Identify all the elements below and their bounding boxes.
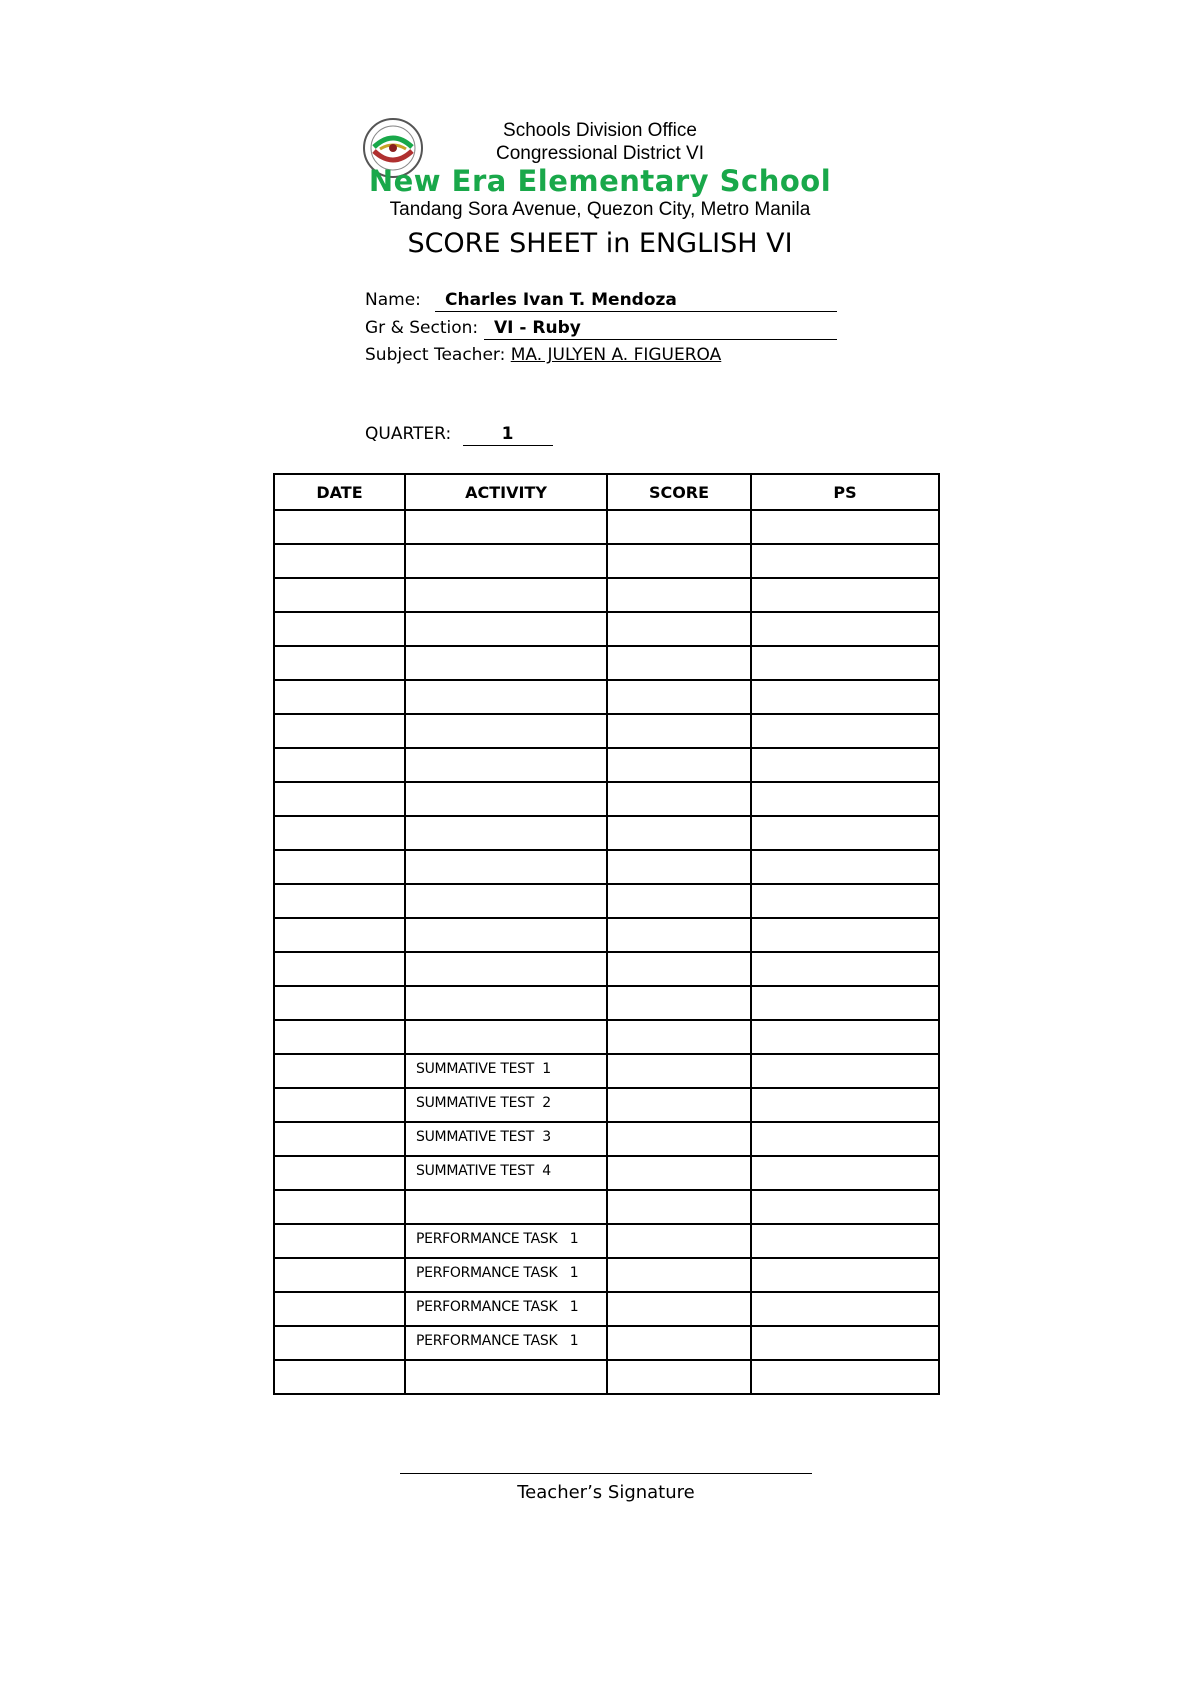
- activity-cell[interactable]: [405, 646, 607, 680]
- section-field[interactable]: VI - Ruby: [484, 318, 837, 340]
- score-cell[interactable]: [607, 952, 751, 986]
- table-row: [274, 986, 939, 1020]
- table-header-row: [274, 474, 939, 510]
- activity-cell[interactable]: [405, 510, 607, 544]
- teacher-value: MA. JULYEN A. FIGUEROA: [510, 345, 722, 365]
- ps-cell[interactable]: [751, 1054, 939, 1088]
- table-row: [274, 1292, 939, 1326]
- activity-cell[interactable]: [405, 816, 607, 850]
- school-address: Tandang Sora Avenue, Quezon City, Metro Manila: [389, 199, 811, 220]
- date-cell[interactable]: [274, 986, 405, 1020]
- column-header-date: DATE: [274, 474, 405, 510]
- activity-cell[interactable]: [405, 884, 607, 918]
- date-cell[interactable]: [274, 1020, 405, 1054]
- date-cell[interactable]: [274, 680, 405, 714]
- score-cell[interactable]: [607, 1258, 751, 1292]
- table-row: [274, 850, 939, 884]
- date-cell[interactable]: [274, 1360, 405, 1394]
- score-cell[interactable]: [607, 1122, 751, 1156]
- table-row: [274, 544, 939, 578]
- ps-cell[interactable]: [751, 612, 939, 646]
- activity-cell[interactable]: SUMMATIVE TEST 4: [405, 1156, 607, 1190]
- page-title: SCORE SHEET in ENGLISH VI: [407, 228, 793, 259]
- activity-cell[interactable]: [405, 578, 607, 612]
- table-row: [274, 1326, 939, 1360]
- score-cell[interactable]: [607, 918, 751, 952]
- activity-cell[interactable]: [405, 1360, 607, 1394]
- ps-cell[interactable]: [751, 816, 939, 850]
- score-cell[interactable]: [607, 748, 751, 782]
- ps-cell[interactable]: [751, 680, 939, 714]
- table-row: [274, 952, 939, 986]
- section-label: Gr & Section:: [365, 318, 479, 338]
- section-row: [365, 318, 581, 338]
- score-table: [273, 473, 940, 1395]
- ps-cell[interactable]: [751, 544, 939, 578]
- score-cell[interactable]: [607, 510, 751, 544]
- date-cell[interactable]: [274, 578, 405, 612]
- score-cell[interactable]: [607, 1360, 751, 1394]
- table-row: [274, 918, 939, 952]
- activity-cell[interactable]: [405, 952, 607, 986]
- score-cell[interactable]: [607, 816, 751, 850]
- table-row: [274, 884, 939, 918]
- ps-cell[interactable]: [751, 714, 939, 748]
- activity-cell[interactable]: [405, 986, 607, 1020]
- activity-cell[interactable]: PERFORMANCE TASK 1: [405, 1326, 607, 1360]
- table-row: [274, 782, 939, 816]
- table-row: [274, 612, 939, 646]
- activity-cell[interactable]: PERFORMANCE TASK 1: [405, 1292, 607, 1326]
- score-cell[interactable]: [607, 986, 751, 1020]
- table-row: [274, 1054, 939, 1088]
- activity-cell[interactable]: [405, 612, 607, 646]
- name-label: Name:: [365, 290, 421, 310]
- activity-cell[interactable]: SUMMATIVE TEST 1: [405, 1054, 607, 1088]
- score-cell[interactable]: [607, 578, 751, 612]
- table-row: [274, 646, 939, 680]
- activity-cell[interactable]: [405, 680, 607, 714]
- activity-cell[interactable]: [405, 1190, 607, 1224]
- date-cell[interactable]: [274, 1088, 405, 1122]
- name-field[interactable]: Charles Ivan T. Mendoza: [435, 290, 837, 312]
- ps-cell[interactable]: [751, 1326, 939, 1360]
- table-row: [274, 680, 939, 714]
- date-cell[interactable]: [274, 612, 405, 646]
- activity-cell[interactable]: [405, 714, 607, 748]
- ps-cell[interactable]: [751, 850, 939, 884]
- table-row: [274, 1088, 939, 1122]
- table-row: [274, 1020, 939, 1054]
- score-cell[interactable]: [607, 1020, 751, 1054]
- table-row: [274, 748, 939, 782]
- ps-cell[interactable]: [751, 748, 939, 782]
- table-row: [274, 816, 939, 850]
- activity-cell[interactable]: PERFORMANCE TASK 1: [405, 1258, 607, 1292]
- ps-cell[interactable]: [751, 1292, 939, 1326]
- score-cell[interactable]: [607, 1156, 751, 1190]
- school-name: New Era Elementary School: [368, 164, 832, 198]
- date-cell[interactable]: [274, 714, 405, 748]
- score-table-body: [274, 510, 939, 1394]
- date-cell[interactable]: [274, 952, 405, 986]
- date-cell[interactable]: [274, 1054, 405, 1088]
- activity-cell[interactable]: [405, 544, 607, 578]
- column-header-score: SCORE: [607, 474, 751, 510]
- ps-cell[interactable]: [751, 1258, 939, 1292]
- ps-cell[interactable]: [751, 1020, 939, 1054]
- teacher-row: [365, 345, 721, 365]
- column-header-ps: PS: [751, 474, 939, 510]
- division-office: Schools Division Office: [503, 120, 697, 141]
- score-cell[interactable]: [607, 544, 751, 578]
- ps-cell[interactable]: [751, 782, 939, 816]
- name-row: [365, 290, 677, 310]
- ps-cell[interactable]: [751, 918, 939, 952]
- ps-cell[interactable]: [751, 952, 939, 986]
- teacher-label: Subject Teacher:: [365, 345, 506, 365]
- table-row: [274, 714, 939, 748]
- score-cell[interactable]: [607, 1326, 751, 1360]
- date-cell[interactable]: [274, 782, 405, 816]
- ps-cell[interactable]: [751, 578, 939, 612]
- date-cell[interactable]: [274, 816, 405, 850]
- signature-line[interactable]: [400, 1473, 812, 1474]
- score-cell[interactable]: [607, 884, 751, 918]
- score-cell[interactable]: [607, 1088, 751, 1122]
- date-cell[interactable]: [274, 1258, 405, 1292]
- column-header-activity: ACTIVITY: [405, 474, 607, 510]
- ps-cell[interactable]: [751, 510, 939, 544]
- ps-cell[interactable]: [751, 1190, 939, 1224]
- ps-cell[interactable]: [751, 646, 939, 680]
- date-cell[interactable]: [274, 646, 405, 680]
- ps-cell[interactable]: [751, 1122, 939, 1156]
- quarter-row: [365, 424, 553, 446]
- score-cell[interactable]: [607, 782, 751, 816]
- date-cell[interactable]: [274, 850, 405, 884]
- date-cell[interactable]: [274, 510, 405, 544]
- date-cell[interactable]: [274, 544, 405, 578]
- score-cell[interactable]: [607, 714, 751, 748]
- score-cell[interactable]: [607, 1224, 751, 1258]
- score-cell[interactable]: [607, 1292, 751, 1326]
- date-cell[interactable]: [274, 1122, 405, 1156]
- score-cell[interactable]: [607, 1190, 751, 1224]
- activity-cell[interactable]: [405, 782, 607, 816]
- score-cell[interactable]: [607, 646, 751, 680]
- date-cell[interactable]: [274, 884, 405, 918]
- signature-label: Teacher’s Signature: [517, 1482, 695, 1503]
- activity-cell[interactable]: [405, 748, 607, 782]
- ps-cell[interactable]: [751, 1088, 939, 1122]
- ps-cell[interactable]: [751, 884, 939, 918]
- table-row: [274, 1122, 939, 1156]
- date-cell[interactable]: [274, 1292, 405, 1326]
- date-cell[interactable]: [274, 748, 405, 782]
- date-cell[interactable]: [274, 918, 405, 952]
- score-cell[interactable]: [607, 612, 751, 646]
- date-cell[interactable]: [274, 1190, 405, 1224]
- activity-cell[interactable]: SUMMATIVE TEST 2: [405, 1088, 607, 1122]
- activity-cell[interactable]: SUMMATIVE TEST 3: [405, 1122, 607, 1156]
- quarter-label: QUARTER:: [365, 424, 452, 444]
- date-cell[interactable]: [274, 1156, 405, 1190]
- table-row: [274, 578, 939, 612]
- ps-cell[interactable]: [751, 1156, 939, 1190]
- score-cell[interactable]: [607, 850, 751, 884]
- table-row: [274, 510, 939, 544]
- activity-cell[interactable]: PERFORMANCE TASK 1: [405, 1224, 607, 1258]
- activity-cell[interactable]: [405, 850, 607, 884]
- table-row: [274, 1190, 939, 1224]
- score-cell[interactable]: [607, 680, 751, 714]
- table-row: [274, 1360, 939, 1394]
- ps-cell[interactable]: [751, 986, 939, 1020]
- activity-cell[interactable]: [405, 918, 607, 952]
- table-row: [274, 1224, 939, 1258]
- table-row: [274, 1258, 939, 1292]
- congressional-district: Congressional District VI: [495, 143, 705, 164]
- ps-cell[interactable]: [751, 1224, 939, 1258]
- ps-cell[interactable]: [751, 1360, 939, 1394]
- date-cell[interactable]: [274, 1326, 405, 1360]
- date-cell[interactable]: [274, 1224, 405, 1258]
- score-cell[interactable]: [607, 1054, 751, 1088]
- activity-cell[interactable]: [405, 1020, 607, 1054]
- quarter-field[interactable]: 1: [463, 424, 553, 446]
- table-row: [274, 1156, 939, 1190]
